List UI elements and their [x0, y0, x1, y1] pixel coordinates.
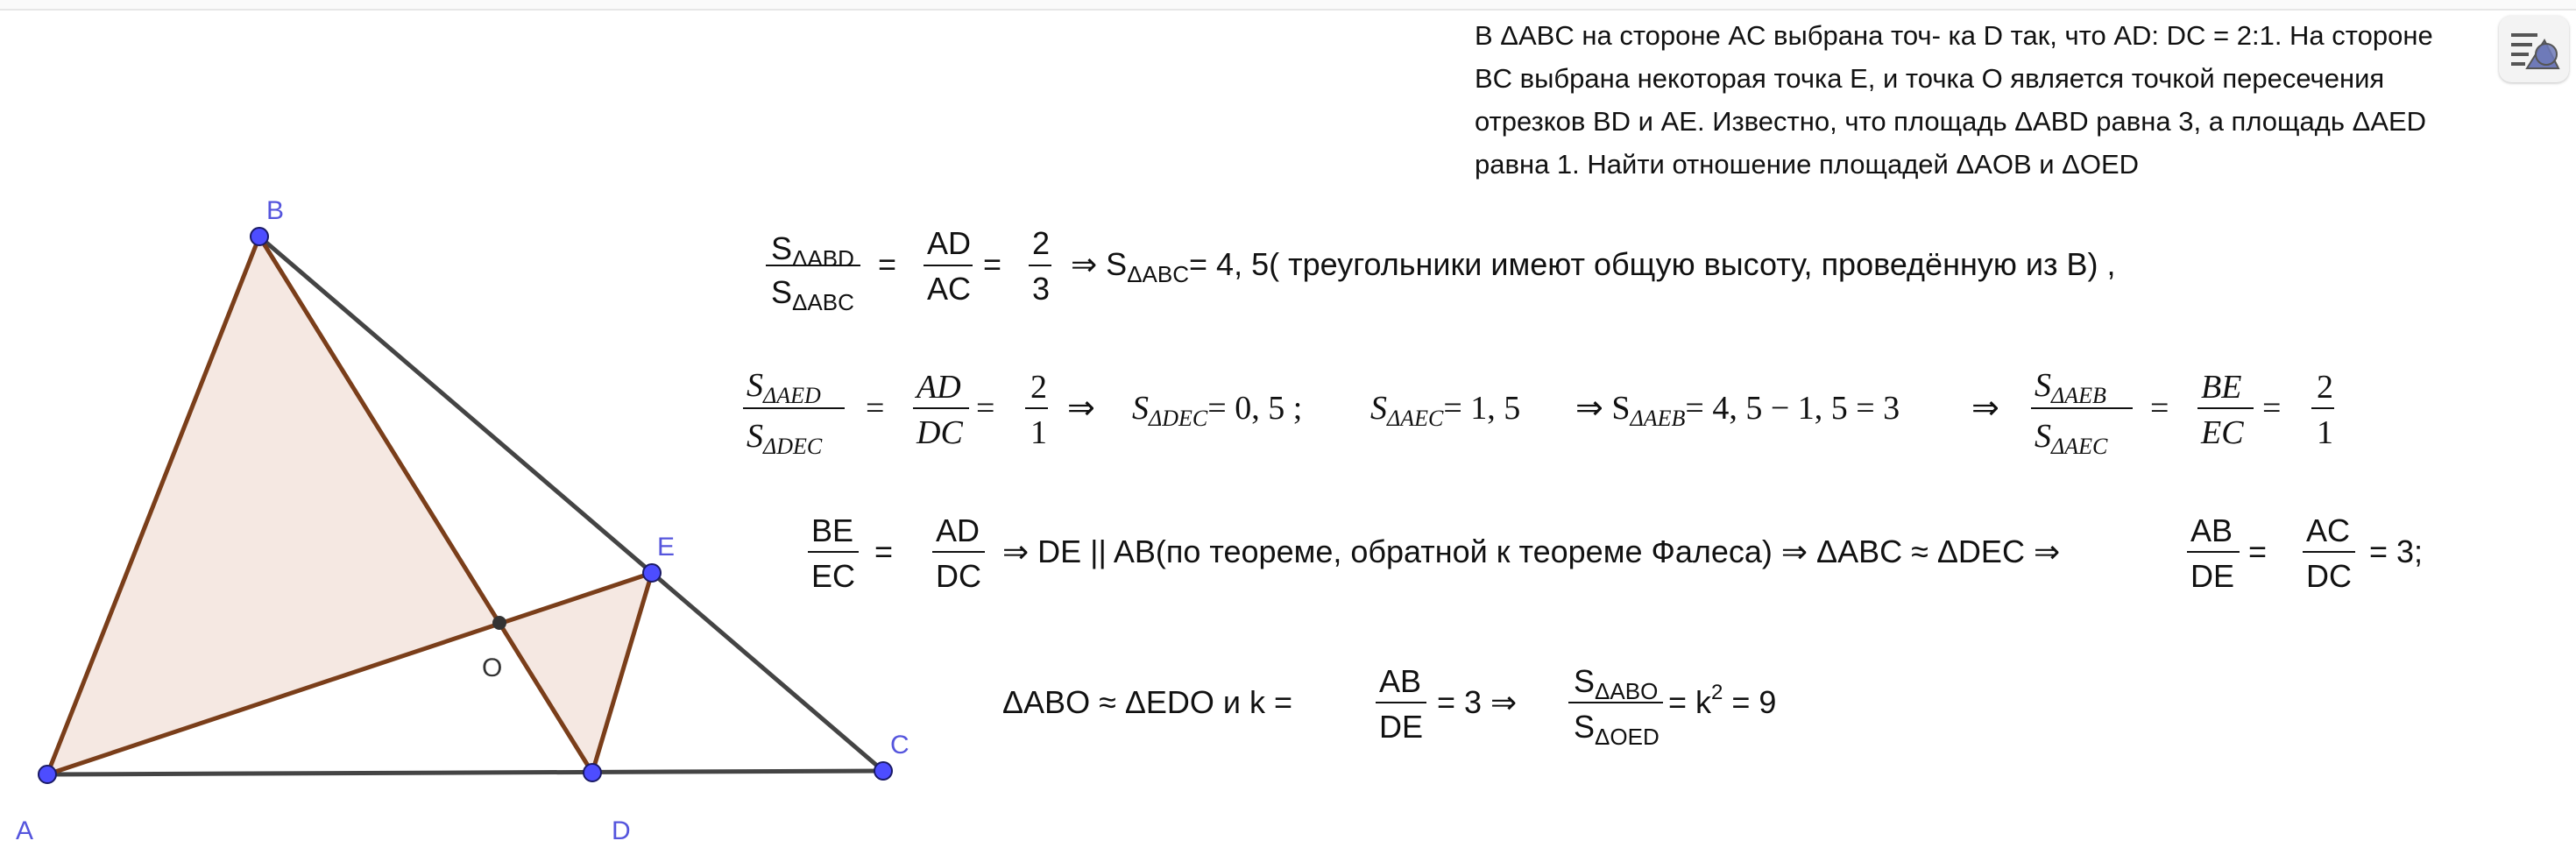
result-text: ⇒ $S_{\Delta ABC}= 4$, 5( треугольники имеют общую высоту, проведённую из B) ,	[1071, 246, 2116, 287]
frac-den: 3	[1032, 271, 1051, 307]
frac-num: AD	[936, 512, 980, 548]
frac-den: $S_{\Delta DEC}$	[747, 418, 823, 459]
frac-num: AB	[2190, 512, 2233, 548]
label-c: C	[890, 731, 909, 760]
frac-den: AC	[927, 271, 972, 307]
label-d: D	[612, 816, 631, 845]
frac-den: DE	[1379, 709, 1424, 745]
problem-line: равна 1. Найти отношение площадей ΔAOB и ΔOED	[1475, 149, 2140, 180]
equals: =	[2262, 390, 2282, 427]
frac-den: $S_{\Delta OED}$	[1574, 709, 1660, 750]
frac-den: $S_{\Delta ABC}$	[771, 274, 854, 315]
frac-num: 2	[1032, 225, 1051, 261]
label-a: A	[16, 816, 34, 845]
result-text: = 3;	[2369, 533, 2424, 569]
s-aec: $S_{\Delta AEC}= 1$, 5	[1370, 390, 1521, 431]
equals: =	[983, 246, 1002, 282]
equals: =	[2248, 533, 2268, 569]
frac-num: AD	[927, 225, 972, 261]
frac-den: 1	[2317, 414, 2333, 451]
frac-den: DE	[2190, 558, 2235, 594]
formula-line-3	[808, 512, 2423, 594]
implication-text: = 3 ⇒	[1437, 684, 1518, 720]
label-o: O	[482, 654, 503, 682]
frac-den: EC	[811, 558, 856, 594]
frac-num: 2	[1030, 369, 1047, 406]
similarity-text: ΔABO ≈ ΔEDO и k =	[1002, 684, 1293, 720]
problem-line: BC выбрана некоторая точка E, и точка O является точкой пересечения	[1475, 63, 2385, 94]
frac-num: AD	[916, 369, 961, 406]
arrow: ⇒	[1067, 390, 1095, 427]
frac-num: $S_{\Delta AEB}$	[2035, 367, 2106, 408]
frac-den: DC	[2306, 558, 2352, 594]
s-dec: $S_{\Delta DEC}= 0$, 5 ;	[1132, 390, 1303, 431]
frac-den: EC	[2201, 414, 2244, 451]
formula-line-4	[1002, 663, 1776, 750]
frac-den: DC	[916, 414, 963, 451]
frac-den: DC	[936, 558, 981, 594]
frac-den: 1	[1030, 414, 1047, 451]
formula-line-1	[766, 225, 2115, 315]
frac-num: BE	[2201, 369, 2242, 406]
s-aeb: ⇒ $S_{\Delta AEB}= 4$, 5 − 1, 5 = 3	[1575, 390, 1900, 431]
label-e: E	[657, 533, 676, 562]
frac-num: AC	[2306, 512, 2351, 548]
equals: =	[976, 390, 995, 427]
equals: =	[878, 246, 897, 282]
label-b: B	[266, 196, 285, 225]
frac-den: $S_{\Delta AEC}$	[2035, 418, 2108, 459]
frac-num: $S_{\Delta ABD}$	[771, 230, 854, 272]
problem-line: отрезков BD и AE. Известно, что площадь ΔABD равна 3, а площадь ΔAED	[1475, 106, 2427, 137]
implication-text: ⇒ DE || AB(по теореме, обратной к теореме Фалеса) ⇒ ΔABC ≈ ΔDEC ⇒	[1002, 533, 2061, 569]
arrow: ⇒	[1971, 390, 1999, 427]
frac-num: AB	[1379, 663, 1422, 699]
problem-line: В ΔABC на стороне AC выбрана точ- ка D так, что AD: DC = 2:1. На стороне	[1475, 20, 2433, 51]
frac-num: 2	[2317, 369, 2333, 406]
frac-num: $S_{\Delta ABO}$	[1574, 663, 1659, 704]
frac-num: $S_{\Delta AED}$	[747, 367, 821, 408]
result-text: = $k^2 = 9$	[1668, 681, 1777, 720]
equals: =	[866, 390, 885, 427]
equals: =	[2150, 390, 2169, 427]
equals: =	[874, 533, 894, 569]
formula-line-2	[743, 367, 2334, 459]
frac-num: BE	[811, 512, 854, 548]
